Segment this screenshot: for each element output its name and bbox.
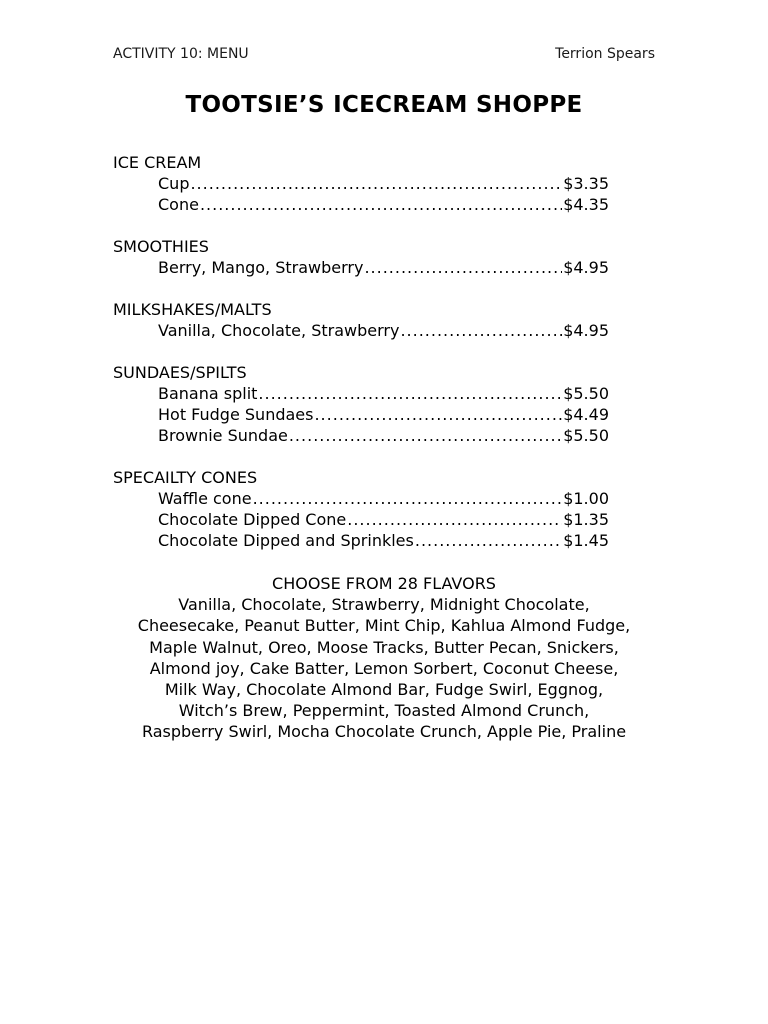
- dot-leader: [289, 425, 562, 446]
- menu-item: [113, 530, 609, 551]
- dot-leader: [200, 194, 562, 215]
- dot-leader: [253, 488, 563, 509]
- dot-leader: [347, 509, 562, 530]
- dot-leader: [190, 173, 562, 194]
- item-name: Berry, Mango, Strawberry: [158, 258, 364, 277]
- item-name: Cup: [158, 174, 190, 193]
- menu-item: [113, 194, 609, 215]
- menu-section-specialty-cones: [113, 467, 609, 551]
- flavors-line: Witch’s Brew, Peppermint, Toasted Almond Crunch,: [178, 701, 590, 721]
- item-name: Banana split: [158, 384, 258, 403]
- item-name: Hot Fudge Sundaes: [158, 405, 314, 424]
- menu-section-milkshakes: [113, 299, 609, 341]
- section-title: ICE CREAM: [113, 153, 202, 172]
- item-price: $4.35: [563, 195, 609, 214]
- item-price: $4.95: [563, 258, 609, 277]
- flavors-block: [0, 573, 768, 743]
- item-price: $5.50: [563, 384, 609, 403]
- item-price: $4.49: [563, 405, 609, 424]
- item-price: $3.35: [563, 174, 609, 193]
- menu-section-ice-cream: [113, 152, 609, 215]
- flavors-line: Raspberry Swirl, Mocha Chocolate Crunch, Apple Pie, Praline: [141, 722, 627, 742]
- menu-item: [113, 320, 609, 341]
- activity-label: ACTIVITY 10: MENU: [113, 46, 249, 62]
- menu-item: [113, 404, 609, 425]
- page-title: TOOTSIE’S ICECREAM SHOPPE: [185, 92, 583, 118]
- item-price: $1.45: [563, 531, 609, 550]
- flavors-line: Cheesecake, Peanut Butter, Mint Chip, Kahlua Almond Fudge,: [137, 616, 631, 636]
- dot-leader: [364, 257, 562, 278]
- dot-leader: [314, 404, 562, 425]
- section-title: SMOOTHIES: [113, 237, 209, 256]
- author-name: Terrion Spears: [555, 46, 655, 62]
- flavors-line: Vanilla, Chocolate, Strawberry, Midnight Chocolate,: [178, 595, 590, 615]
- flavors-line: Milk Way, Chocolate Almond Bar, Fudge Swirl, Eggnog,: [164, 680, 604, 700]
- item-name: Chocolate Dipped and Sprinkles: [158, 531, 414, 550]
- item-name: Cone: [158, 195, 199, 214]
- item-price: $1.35: [563, 510, 609, 529]
- item-name: Vanilla, Chocolate, Strawberry: [158, 321, 400, 340]
- flavors-line: Maple Walnut, Oreo, Moose Tracks, Butter Pecan, Snickers,: [149, 637, 619, 657]
- dot-leader: [258, 383, 562, 404]
- section-title: MILKSHAKES/MALTS: [113, 300, 272, 319]
- menu-item: [113, 383, 609, 404]
- flavors-heading: CHOOSE FROM 28 FLAVORS: [272, 574, 496, 593]
- menu-section-smoothies: [113, 236, 609, 278]
- menu-item: [113, 488, 609, 509]
- item-name: Chocolate Dipped Cone: [158, 510, 347, 529]
- section-title: SPECAILTY CONES: [113, 468, 258, 487]
- item-name: Brownie Sundae: [158, 426, 288, 445]
- menu-item: [113, 173, 609, 194]
- dot-leader: [400, 320, 562, 341]
- section-title: SUNDAES/SPILTS: [113, 363, 247, 382]
- menu-item: [113, 257, 609, 278]
- menu-list: [113, 152, 609, 572]
- menu-section-sundaes: [113, 362, 609, 446]
- menu-item: [113, 425, 609, 446]
- item-name: Waffle cone: [158, 489, 252, 508]
- menu-item: [113, 509, 609, 530]
- item-price: $1.00: [563, 489, 609, 508]
- flavors-line: Almond joy, Cake Batter, Lemon Sorbert, Coconut Cheese,: [149, 658, 619, 678]
- dot-leader: [415, 530, 562, 551]
- item-price: $4.95: [563, 321, 609, 340]
- item-price: $5.50: [563, 426, 609, 445]
